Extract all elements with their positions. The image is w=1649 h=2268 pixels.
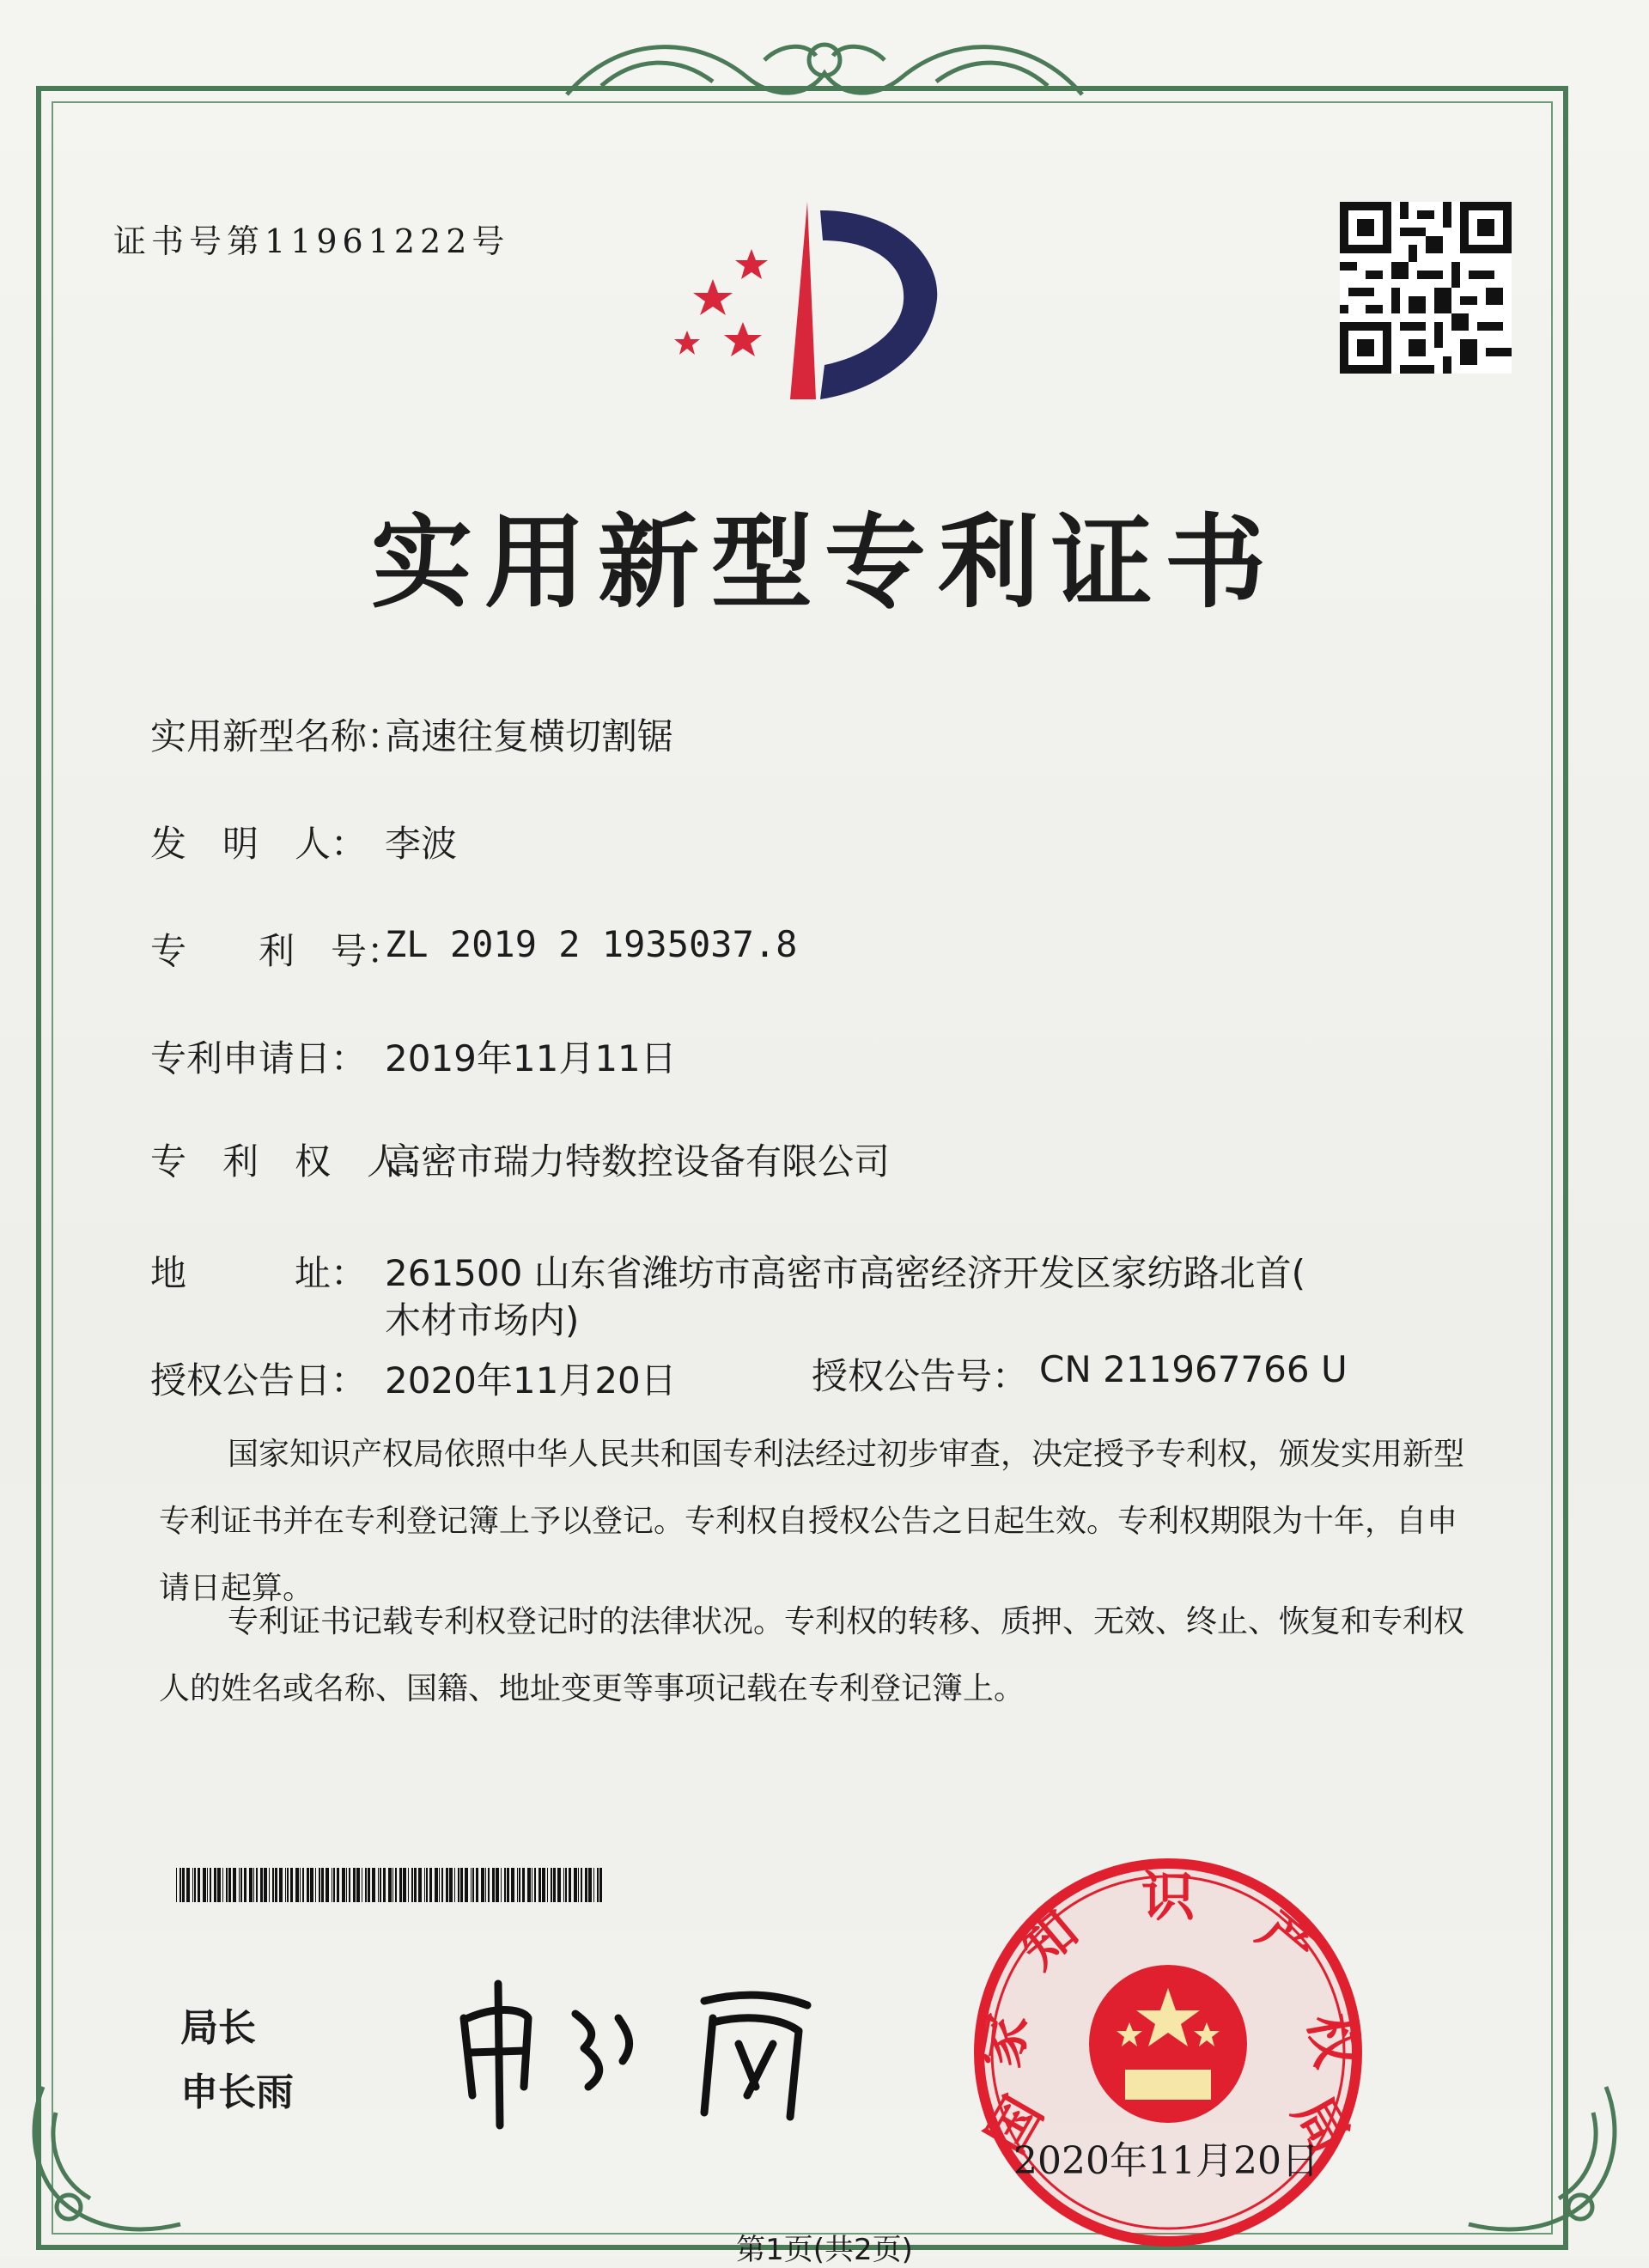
barcode-bar	[300, 1868, 301, 1902]
barcode-bar	[485, 1868, 486, 1902]
barcode-bar	[287, 1868, 289, 1902]
grant-number-value: CN 211967766 U	[1039, 1348, 1348, 1390]
barcode-bar	[368, 1868, 370, 1902]
barcode-bar	[426, 1868, 428, 1902]
page-number: 第1页(共2页)	[736, 2233, 913, 2267]
field-value-continued: 木材市场内)	[385, 1299, 580, 1341]
barcode-bar	[380, 1868, 381, 1902]
barcode-bar	[310, 1868, 313, 1902]
director-title: 局长	[180, 2006, 256, 2050]
barcode-bar	[557, 1868, 561, 1902]
field-label: 实用新型名称：	[150, 715, 404, 757]
barcode-bar	[222, 1868, 223, 1902]
barcode-bar	[551, 1868, 552, 1902]
barcode-bar	[198, 1868, 200, 1902]
field-label: 发 明 人：	[150, 823, 368, 865]
grant-number-label: 授权公告号：	[812, 1355, 1029, 1397]
barcode-bar	[504, 1868, 506, 1902]
barcode-bar	[599, 1868, 602, 1902]
barcode-bar	[585, 1868, 587, 1902]
barcode-bar	[210, 1868, 211, 1902]
barcode-bar	[182, 1868, 185, 1902]
barcode-bar	[408, 1868, 409, 1902]
barcode-bar	[569, 1868, 571, 1902]
barcode-bar	[353, 1868, 356, 1902]
barcode-bar	[307, 1868, 309, 1902]
barcode-bar	[563, 1868, 564, 1902]
barcode-bar	[574, 1868, 577, 1902]
barcode-bar	[501, 1868, 502, 1902]
barcode-bar	[342, 1868, 345, 1902]
barcode-bar	[302, 1868, 304, 1902]
barcode	[176, 1868, 605, 1902]
barcode-bar	[476, 1868, 478, 1902]
body-paragraph-2: 专利证书记载专利权登记时的法律状况。专利权的转移、质押、无效、终止、恢复和专利权人的姓名或名称、国籍、地址变更等事项记载在专利登记簿上。	[159, 1604, 1465, 1706]
svg-text:权: 权	[1296, 2009, 1368, 2073]
barcode-bar	[249, 1868, 253, 1902]
barcode-bar	[534, 1868, 536, 1902]
field-value: 2019年11月11日	[385, 1037, 677, 1079]
barcode-bar	[239, 1868, 240, 1902]
field-label: 地 址：	[150, 1252, 368, 1294]
field-value: ZL 2019 2 1935037.8	[385, 923, 798, 965]
barcode-bar	[207, 1868, 208, 1902]
barcode-bar	[180, 1868, 181, 1902]
qr-code	[1340, 202, 1512, 374]
barcode-bar	[588, 1868, 592, 1902]
svg-text:识: 识	[1141, 1865, 1196, 1928]
seal-date: 2020年11月20日	[1013, 2139, 1319, 2183]
barcode-bar	[465, 1868, 468, 1902]
barcode-bar	[519, 1868, 520, 1902]
corner-ornament-bottom-left	[17, 2078, 189, 2250]
field-value: 261500 山东省潍坊市高密市高密经济开发区家纺路北首(	[385, 1252, 1306, 1294]
barcode-bar	[192, 1868, 193, 1902]
field-value: 高速往复横切割锯	[385, 715, 674, 757]
barcode-bar	[547, 1868, 548, 1902]
barcode-bar	[337, 1868, 339, 1902]
barcode-bar	[365, 1868, 367, 1902]
barcode-bar	[429, 1868, 432, 1902]
barcode-bar	[424, 1868, 425, 1902]
barcode-bar	[383, 1868, 386, 1902]
barcode-bar	[372, 1868, 375, 1902]
barcode-bar	[326, 1868, 329, 1902]
barcode-bar	[527, 1868, 531, 1902]
barcode-bar	[435, 1868, 438, 1902]
barcode-bar	[496, 1868, 499, 1902]
barcode-bar	[315, 1868, 316, 1902]
svg-text:知: 知	[1007, 1898, 1090, 1981]
barcode-bar	[388, 1868, 392, 1902]
barcode-bar	[460, 1868, 463, 1902]
barcode-bar	[517, 1868, 518, 1902]
field-label: 专 利 号：	[150, 930, 404, 972]
barcode-bar	[492, 1868, 495, 1902]
barcode-bar	[264, 1868, 267, 1902]
barcode-bar	[275, 1868, 277, 1902]
field-label: 专 利 权 人：	[150, 1140, 440, 1183]
grant-date-label: 授权公告日：	[150, 1359, 368, 1402]
barcode-bar	[226, 1868, 228, 1902]
director-signature	[447, 1967, 842, 2138]
barcode-bar	[488, 1868, 490, 1902]
cnipa-logo	[661, 193, 953, 417]
barcode-bar	[272, 1868, 274, 1902]
barcode-bar	[542, 1868, 545, 1902]
barcode-bar	[507, 1868, 509, 1902]
svg-text:家: 家	[968, 2009, 1040, 2073]
body-paragraph-1: 国家知识产权局依照中华人民共和国专利法经过初步审查，决定授予专利权，颁发实用新型专利证书并在专利登记簿上予以登记。专利权自授权公告之日起生效。专利权期限为十年，自申请日起算。	[159, 1437, 1465, 1606]
certificate-number: 证书号第11961222号	[113, 222, 510, 260]
barcode-bar	[253, 1868, 254, 1902]
barcode-bar	[260, 1868, 263, 1902]
field-value: 李波	[385, 823, 458, 865]
barcode-bar	[346, 1868, 347, 1902]
barcode-bar	[553, 1868, 556, 1902]
barcode-bar	[472, 1868, 474, 1902]
barcode-bar	[403, 1868, 406, 1902]
barcode-bar	[411, 1868, 413, 1902]
barcode-bar	[279, 1868, 283, 1902]
barcode-bar	[295, 1868, 299, 1902]
corner-ornament-bottom-right	[1460, 2078, 1632, 2250]
field-label: 专利申请日：	[150, 1037, 368, 1079]
barcode-bar	[214, 1868, 216, 1902]
barcode-bar	[319, 1868, 320, 1902]
barcode-bar	[290, 1868, 293, 1902]
barcode-bar	[203, 1868, 206, 1902]
barcode-bar	[356, 1868, 360, 1902]
certificate-title: 实用新型专利证书	[370, 503, 1278, 622]
barcode-bar	[439, 1868, 440, 1902]
barcode-bar	[333, 1868, 335, 1902]
barcode-bar	[481, 1868, 484, 1902]
barcode-bar	[593, 1868, 594, 1902]
barcode-bar	[233, 1868, 236, 1902]
barcode-bar	[418, 1868, 422, 1902]
official-seal	[966, 1851, 1370, 2254]
barcode-bar	[217, 1868, 221, 1902]
barcode-bar	[511, 1868, 514, 1902]
barcode-bar	[454, 1868, 455, 1902]
top-ornament	[550, 26, 1099, 120]
barcode-bar	[240, 1868, 242, 1902]
grant-date-value: 2020年11月20日	[385, 1359, 677, 1402]
barcode-bar	[186, 1868, 190, 1902]
svg-text:产: 产	[1246, 1898, 1329, 1981]
barcode-bar	[392, 1868, 393, 1902]
barcode-bar	[321, 1868, 324, 1902]
svg-text:局: 局	[1281, 2086, 1362, 2164]
barcode-bar	[449, 1868, 453, 1902]
barcode-bar	[414, 1868, 417, 1902]
director-name: 申长雨	[180, 2070, 294, 2114]
barcode-bar	[244, 1868, 246, 1902]
barcode-bar	[269, 1868, 270, 1902]
barcode-bar	[395, 1868, 397, 1902]
barcode-bar	[597, 1868, 599, 1902]
barcode-bar	[256, 1868, 258, 1902]
barcode-bar	[458, 1868, 459, 1902]
barcode-bar	[378, 1868, 379, 1902]
barcode-bar	[581, 1868, 582, 1902]
barcode-bar	[565, 1868, 567, 1902]
barcode-bar	[176, 1868, 177, 1902]
svg-text:国: 国	[974, 2086, 1056, 2164]
barcode-bar	[441, 1868, 443, 1902]
barcode-bar	[194, 1868, 196, 1902]
barcode-bar	[522, 1868, 525, 1902]
barcode-bar	[285, 1868, 286, 1902]
field-value: 高密市瑞力特数控设备有限公司	[385, 1140, 891, 1183]
barcode-bar	[349, 1868, 350, 1902]
barcode-bar	[539, 1868, 541, 1902]
barcode-bar	[471, 1868, 472, 1902]
barcode-bar	[578, 1868, 579, 1902]
barcode-bar	[399, 1868, 402, 1902]
barcode-bar	[446, 1868, 448, 1902]
barcode-bar	[228, 1868, 231, 1902]
